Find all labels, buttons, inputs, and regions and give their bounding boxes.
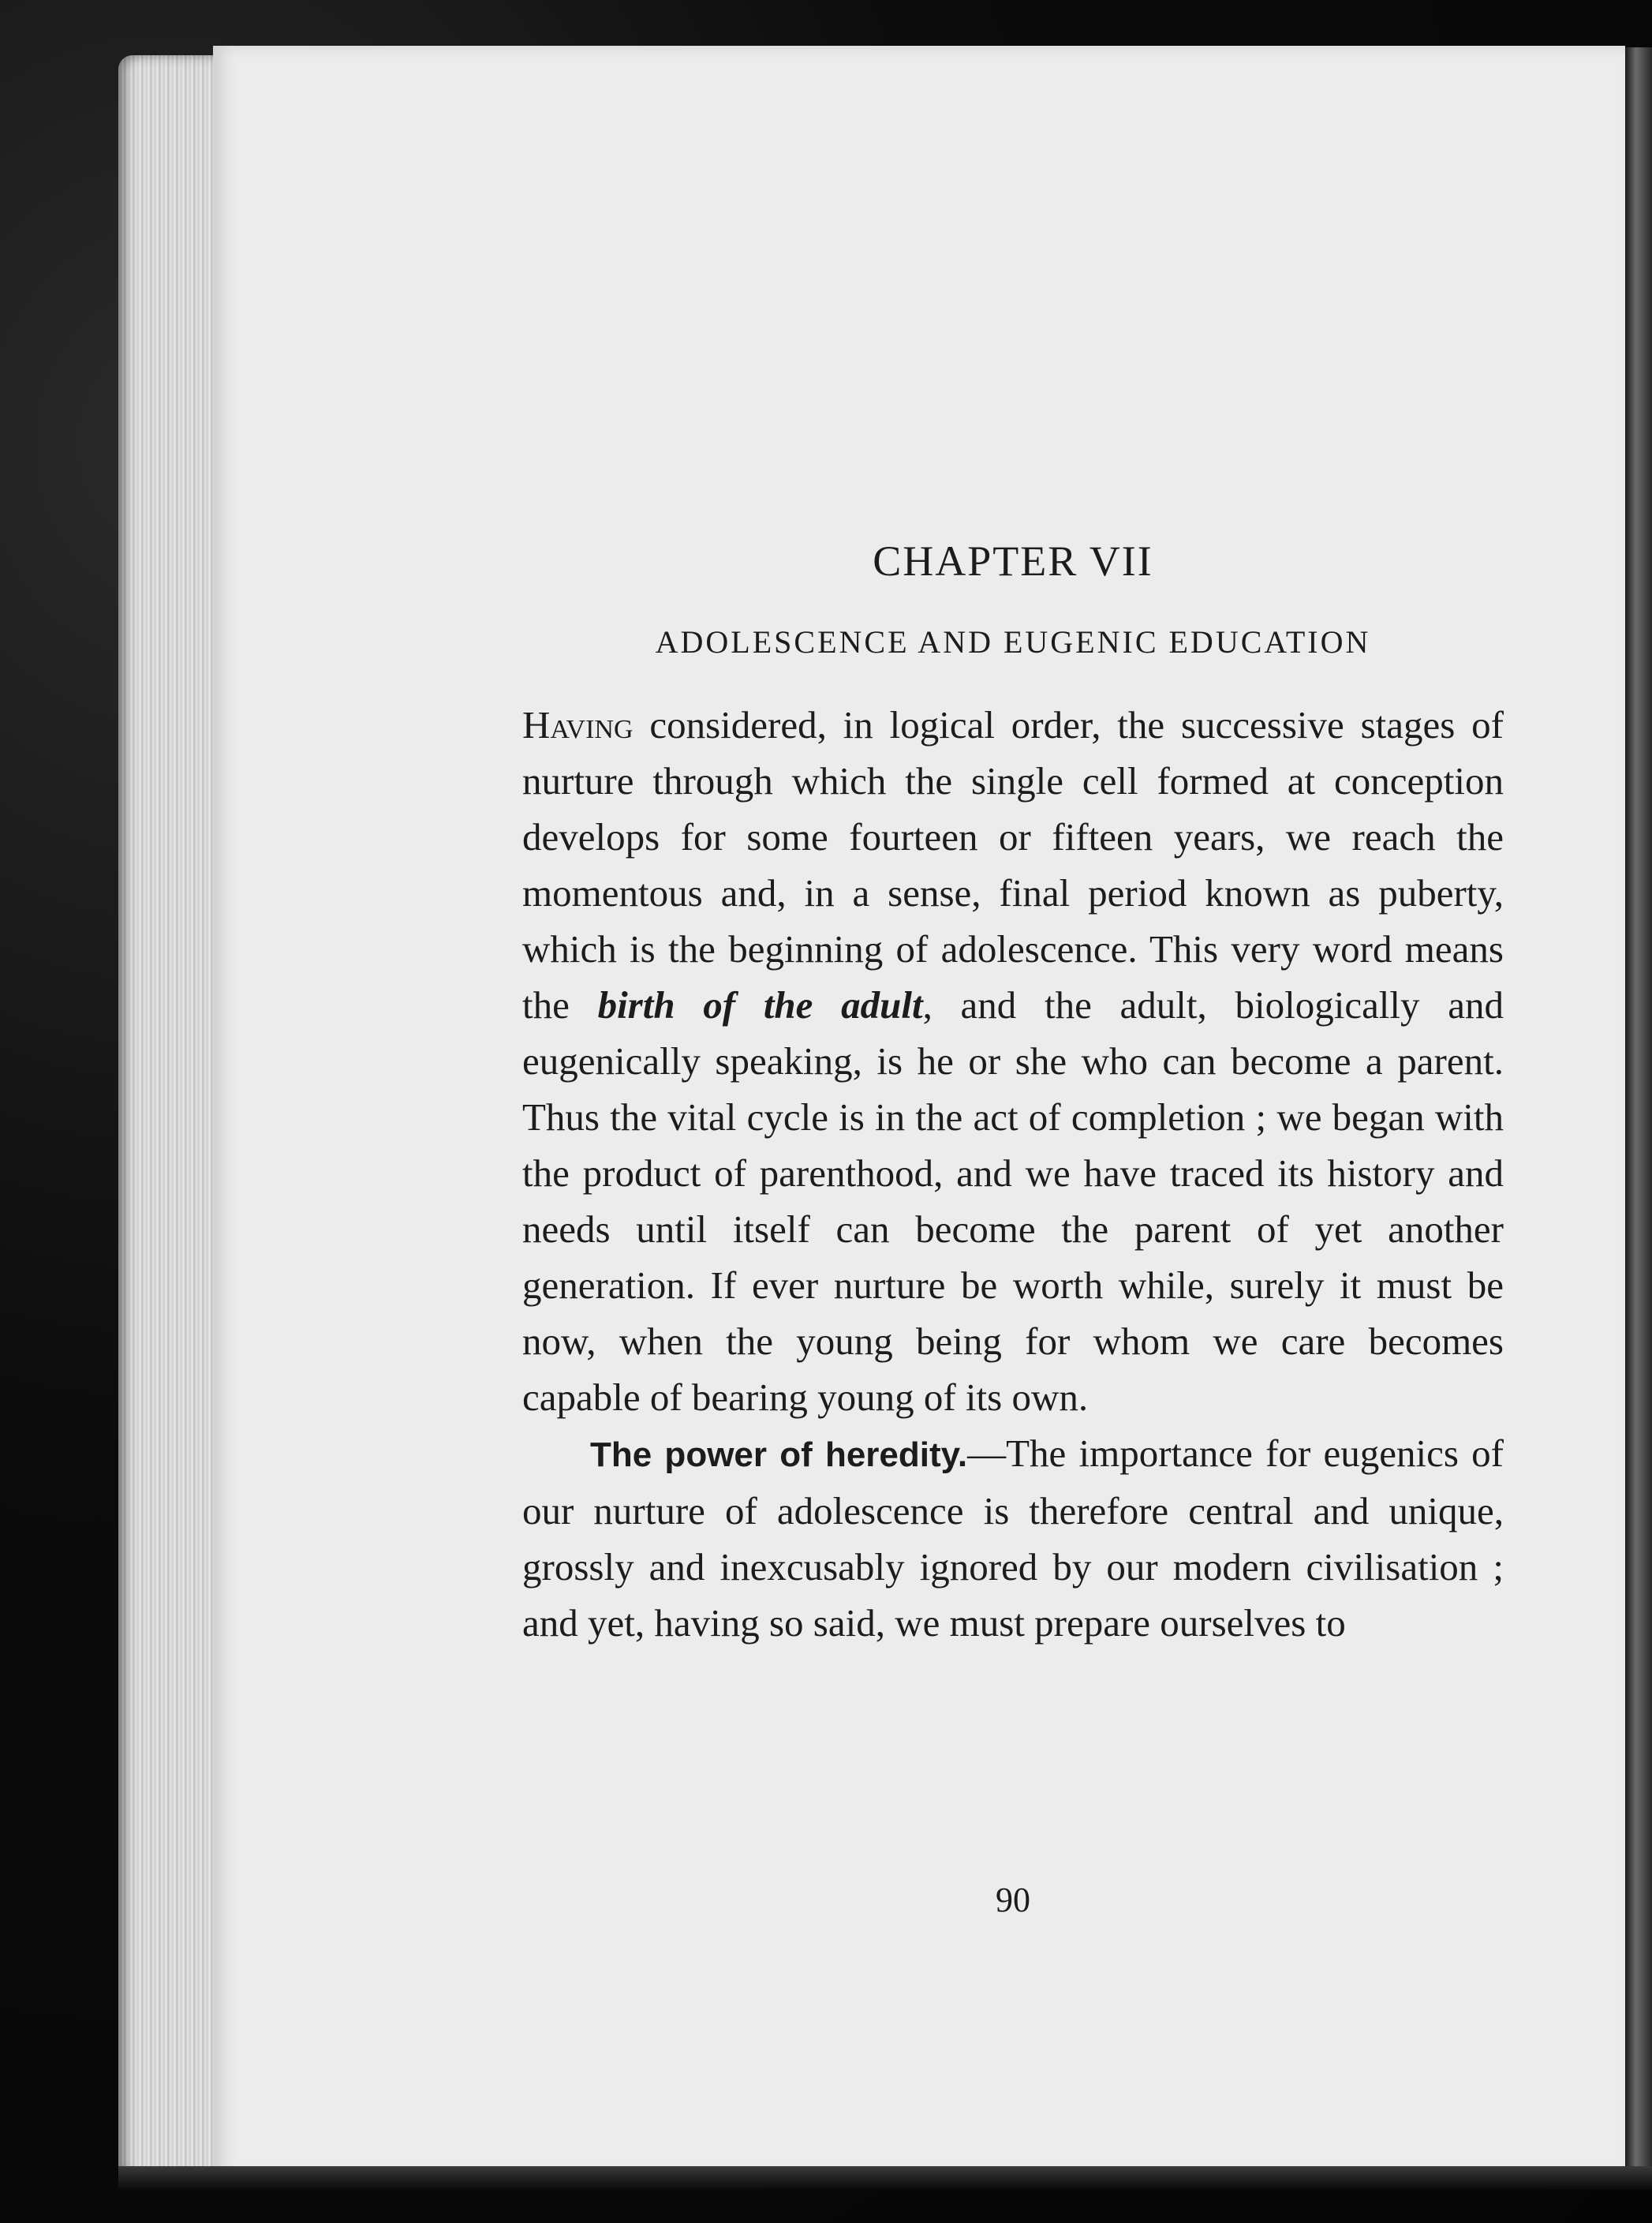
italic-phrase: birth of the adult [597, 983, 923, 1027]
paragraph-2 [522, 1425, 1504, 1651]
chapter-title: CHAPTER VII [873, 537, 1153, 585]
book-right-edge [1625, 47, 1652, 2178]
paragraph-2-text: —The importance for eugenics of our nurture of adolescence is therefore central and unique, grossly and inexcusably ignored by our modern civilisation ; and yet, having so said, we must prepare ourselves to [522, 1431, 1504, 1645]
paragraph-1 [522, 697, 1504, 1425]
book-page-edges [118, 55, 229, 2178]
body-text [522, 697, 1504, 1651]
paragraph-1-text-b: , and the adult, biologically and eugenically speaking, is he or she who can become a parent. Thus the vital cycle is in the act of completion ; we began with the product of parenthood, and we have traced its history and needs until itself can become the parent of yet another generation. If ever nurture be worth while, surely it must be now, when the young being for whom we care becomes capable of bearing young of its own. [522, 983, 1504, 1419]
book-bottom-shadow [118, 2166, 1652, 2190]
paragraph-lead-word: Having [522, 703, 634, 747]
chapter-subtitle: ADOLESCENCE AND EUGENIC EDUCATION [655, 624, 1371, 660]
side-heading: The power of heredity. [590, 1435, 968, 1474]
paragraph-1-text-a: considered, in logical order, the successive stages of nurture through which the single cell formed at conception develops for some fourteen or fifteen years, we reach the momentous and, in a sense, final period known as puberty, which is the beginning of adolescence. This very word means the [522, 703, 1504, 1027]
page-number: 90 [996, 1881, 1030, 1919]
